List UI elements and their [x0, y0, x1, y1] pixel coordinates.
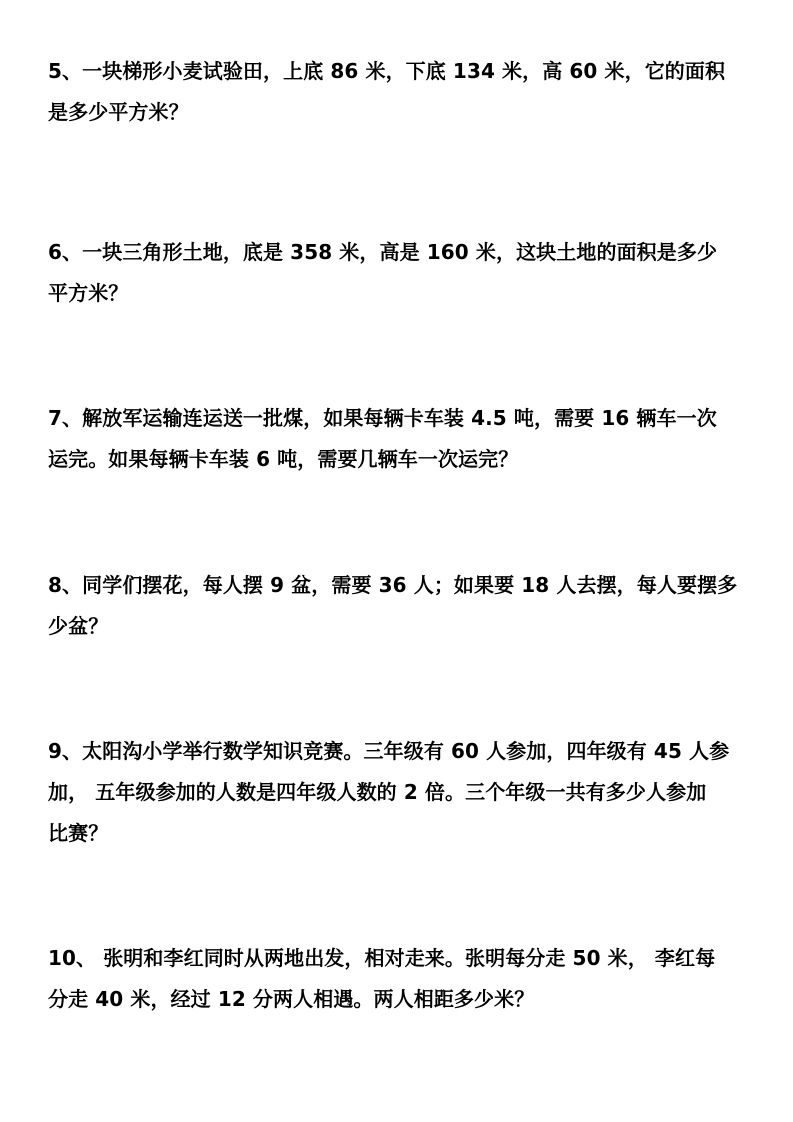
problem-10	[48, 946, 748, 1011]
problem-10-line-1: 10、 张明和李红同时从两地出发，相对走来。张明每分走 50 米， 李红每	[48, 946, 716, 970]
problem-6-line-2: 平方米？	[48, 281, 129, 305]
problem-6-line-1: 6、一块三角形土地，底是 358 米，高是 160 米，这块土地的面积是多少	[48, 240, 718, 264]
problem-5	[48, 59, 748, 124]
problem-7-line-1: 7、解放军运输连运送一批煤，如果每辆卡车装 4.5 吨，需要 16 辆车一次	[48, 406, 717, 430]
problem-8-line-1: 8、同学们摆花，每人摆 9 盆，需要 36 人；如果要 18 人去摆，每人要摆多	[48, 573, 738, 597]
problem-9-line-3: 比赛？	[48, 821, 109, 845]
problem-8	[48, 573, 748, 638]
problem-7	[48, 406, 748, 471]
problem-8-line-2: 少盆？	[48, 614, 109, 638]
problem-10-line-2: 分走 40 米，经过 12 分两人相遇。两人相距多少米？	[48, 987, 535, 1011]
problem-9	[48, 739, 748, 845]
problem-7-line-2: 运完。如果每辆卡车装 6 吨，需要几辆车一次运完？	[48, 447, 519, 471]
problem-5-line-1: 5、一块梯形小麦试验田，上底 86 米，下底 134 米，高 60 米，它的面积	[48, 59, 726, 83]
problem-9-line-1: 9、太阳沟小学举行数学知识竞赛。三年级有 60 人参加，四年级有 45 人参	[48, 739, 730, 763]
problem-6	[48, 240, 748, 305]
problem-9-line-2: 加， 五年级参加的人数是四年级人数的 2 倍。三个年级一共有多少人参加	[48, 780, 707, 804]
problem-5-line-2: 是多少平方米？	[48, 100, 189, 124]
